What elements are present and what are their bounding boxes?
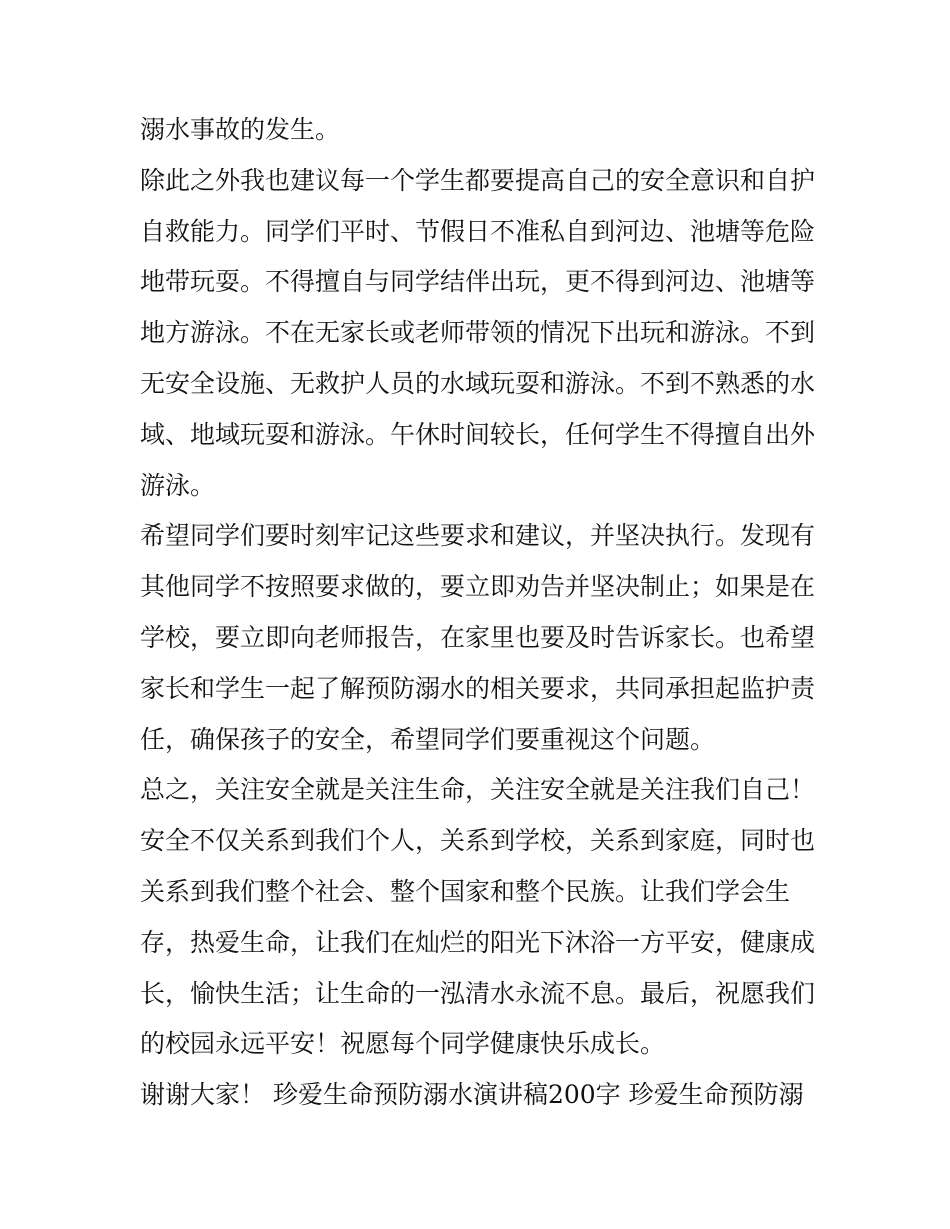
document-body: [140, 105, 820, 1121]
text-line: 任，确保孩子的安全，希望同学们要重视这个问题。: [140, 724, 716, 754]
text-line: 域、地域玩耍和游泳。午休时间较长，任何学生不得擅自出外: [140, 419, 816, 449]
text-line: 总之，关注安全就是关注生命，关注安全就是关注我们自己！: [140, 775, 816, 805]
text-line: 溺水事故的发生。: [140, 115, 341, 144]
text-line: 除此之外我也建议每一个学生都要提高自己的安全意识和自护: [140, 165, 816, 195]
text-line: 存，热爱生命，让我们在灿烂的阳光下沐浴一方平安，健康成: [140, 927, 816, 957]
text-line: 自救能力。同学们平时、节假日不准私自到河边、池塘等危险: [140, 216, 816, 246]
text-line: 长，愉快生活；让生命的一泓清水永流不息。最后，祝愿我们: [140, 978, 816, 1008]
text-line: 希望同学们要时刻牢记这些要求和建议，并坚决执行。发现有: [140, 521, 816, 551]
text-line: 游泳。: [140, 470, 216, 500]
text-line: 其他同学不按照要求做的，要立即劝告并坚决制止；如果是在: [140, 572, 816, 602]
text-line: 无安全设施、无救护人员的水域玩耍和游泳。不到不熟悉的水: [140, 368, 816, 398]
text-line: 地方游泳。不在无家长或老师带领的情况下出玩和游泳。不到: [140, 318, 816, 348]
text-line: 地带玩耍。不得擅自与同学结伴出玩，更不得到河边、池塘等: [140, 267, 816, 297]
text-line: 的校园永远平安！祝愿每个同学健康快乐成长。: [140, 1029, 666, 1059]
text-line: 学校，要立即向老师报告，在家里也要及时告诉家长。也希望: [140, 622, 816, 652]
text-line: 安全不仅关系到我们个人，关系到学校，关系到家庭，同时也: [140, 826, 816, 856]
text-line: 谢谢大家！ 珍爱生命预防溺水演讲稿200字 珍爱生命预防溺: [140, 1080, 804, 1110]
text-line: 关系到我们整个社会、整个国家和整个民族。让我们学会生: [140, 876, 791, 906]
text-line: 家长和学生一起了解预防溺水的相关要求，共同承担起监护责: [140, 673, 816, 703]
